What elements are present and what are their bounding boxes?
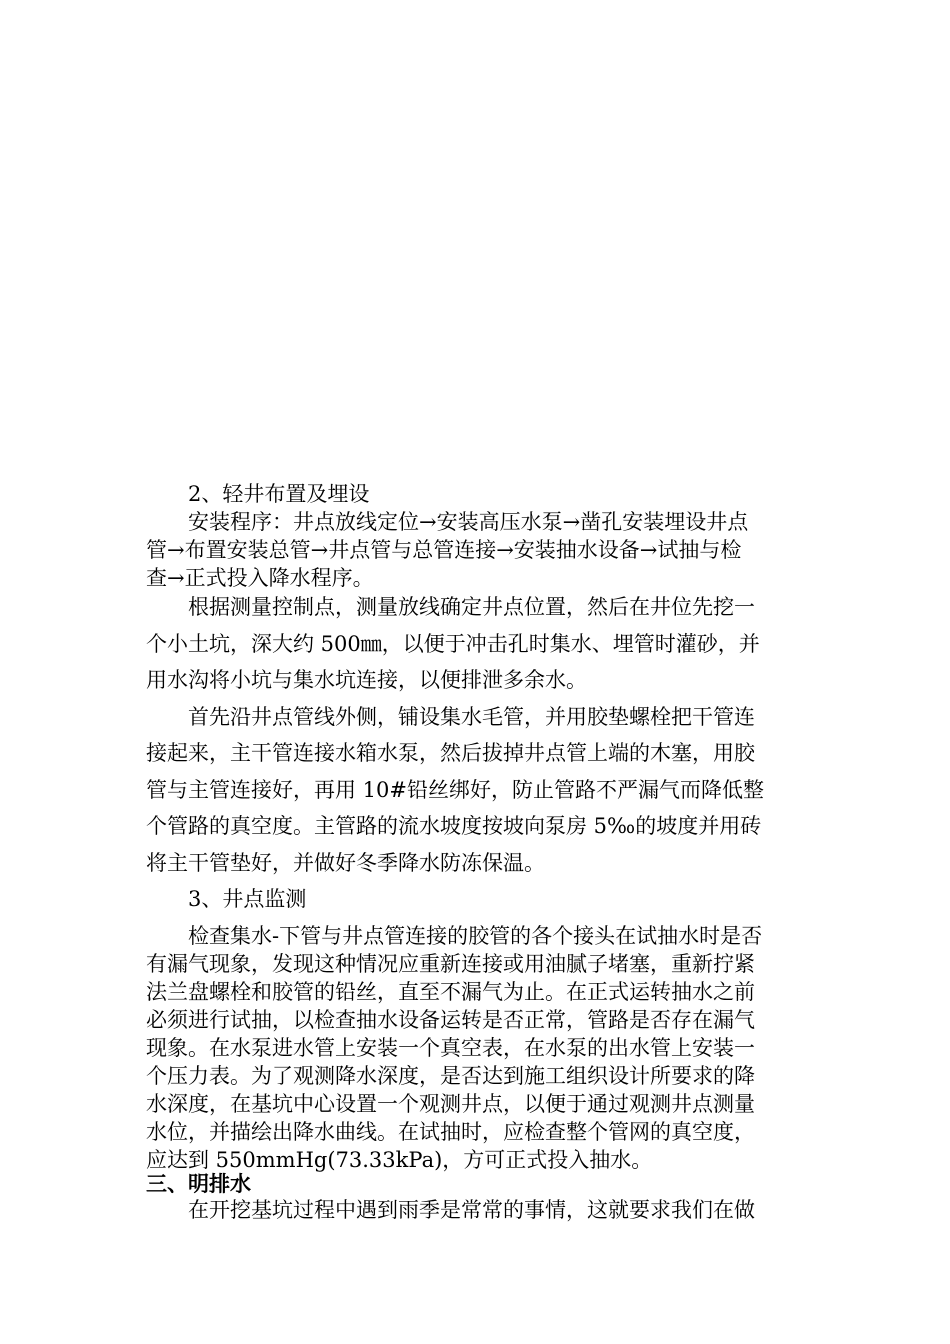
section-heading-wellpoint-monitoring: 3、井点监测 (188, 887, 307, 911)
paragraph-line: 有漏气现象，发现这种情况应重新连接或用油腻子堵塞，重新拧紧 (146, 952, 755, 976)
chapter-heading-open-drainage: 三、明排水 (146, 1172, 251, 1196)
paragraph-line: 根据测量控制点，测量放线确定井点位置，然后在井位先挖一 (188, 595, 755, 619)
section-heading-light-wellpoint-layout: 2、轻井布置及埋设 (188, 482, 370, 506)
paragraph-line: 个管路的真空度。主管路的流水坡度按坡向泵房 5‰的坡度并用砖 (146, 814, 762, 838)
paragraph-line: 必须进行试抽，以检查抽水设备运转是否正常，管路是否存在漏气 (146, 1008, 755, 1032)
paragraph-line: 在开挖基坑过程中遇到雨季是常常的事情，这就要求我们在做 (188, 1198, 755, 1222)
paragraph-line: 水深度，在基坑中心设置一个观测井点，以便于通过观测井点测量 (146, 1092, 755, 1116)
paragraph-line: 接起来，主干管连接水箱水泵，然后拔掉井点管上端的木塞，用胶 (146, 741, 755, 765)
paragraph-line: 查→正式投入降水程序。 (146, 566, 374, 590)
paragraph-line: 应达到 550mmHg(73.33kPa)，方可正式投入抽水。 (146, 1148, 653, 1172)
paragraph-line: 个压力表。为了观测降水深度，是否达到施工组织设计所要求的降 (146, 1064, 755, 1088)
paragraph-line: 用水沟将小坑与集水坑连接，以便排泄多余水。 (146, 668, 587, 692)
paragraph-line: 管→布置安装总管→井点管与总管连接→安装抽水设备→试抽与检 (146, 538, 742, 562)
paragraph-line: 管与主管连接好，再用 10#铅丝绑好，防止管路不严漏气而降低整 (146, 778, 764, 802)
paragraph-line: 安装程序：井点放线定位→安装高压水泵→凿孔安装埋设井点 (188, 510, 749, 534)
paragraph-line: 现象。在水泵进水管上安装一个真空表，在水泵的出水管上安装一 (146, 1036, 755, 1060)
paragraph-line: 检查集水-下管与井点管连接的胶管的各个接头在试抽水时是否 (188, 924, 763, 948)
paragraph-line: 个小土坑，深大约 500㎜，以便于冲击孔时集水、埋管时灌砂，并 (146, 632, 760, 656)
paragraph-line: 水位，并描绘出降水曲线。在试抽时，应检查整个管网的真空度， (146, 1120, 755, 1144)
paragraph-line: 首先沿井点管线外侧，铺设集水毛管，并用胶垫螺栓把干管连 (188, 705, 755, 729)
paragraph-line: 将主干管垫好，并做好冬季降水防冻保温。 (146, 851, 545, 875)
paragraph-line: 法兰盘螺栓和胶管的铅丝，直至不漏气为止。在正式运转抽水之前 (146, 980, 755, 1004)
